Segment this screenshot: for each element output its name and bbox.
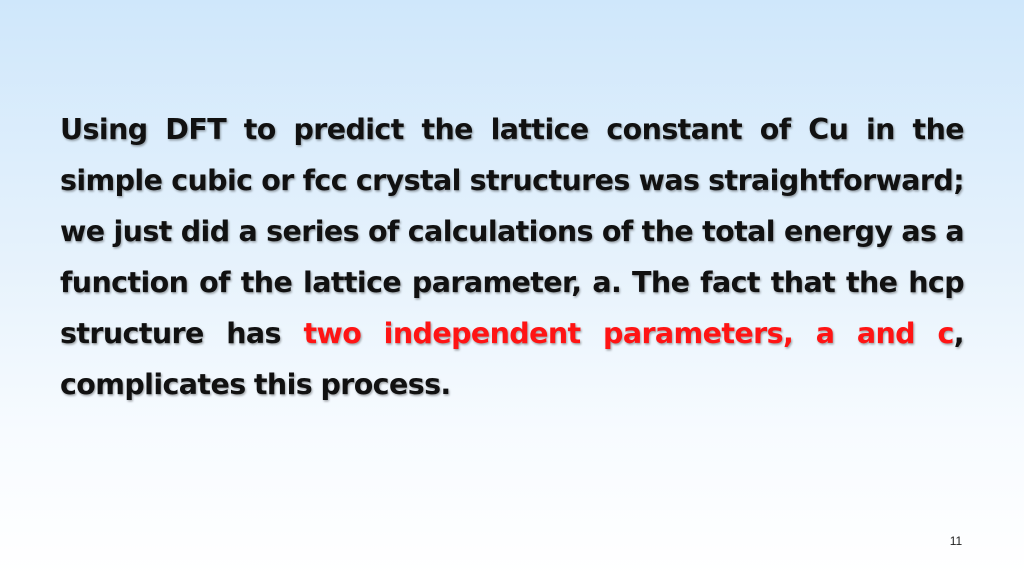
highlighted-phrase: two independent parameters, a and c [303,317,954,350]
paragraph-text-start: Using DFT to predict the lattice constant of Cu in the simple cubic or fcc crystal structures was straightforward; we just did a series of calculations of the total energy as a function of the lattice parameter, a. The fact that the hcp structure has [60,113,964,350]
page-number: 11 [949,534,963,548]
paragraph-text-end: , complicates this process. [60,317,964,401]
body-paragraph [60,104,964,410]
